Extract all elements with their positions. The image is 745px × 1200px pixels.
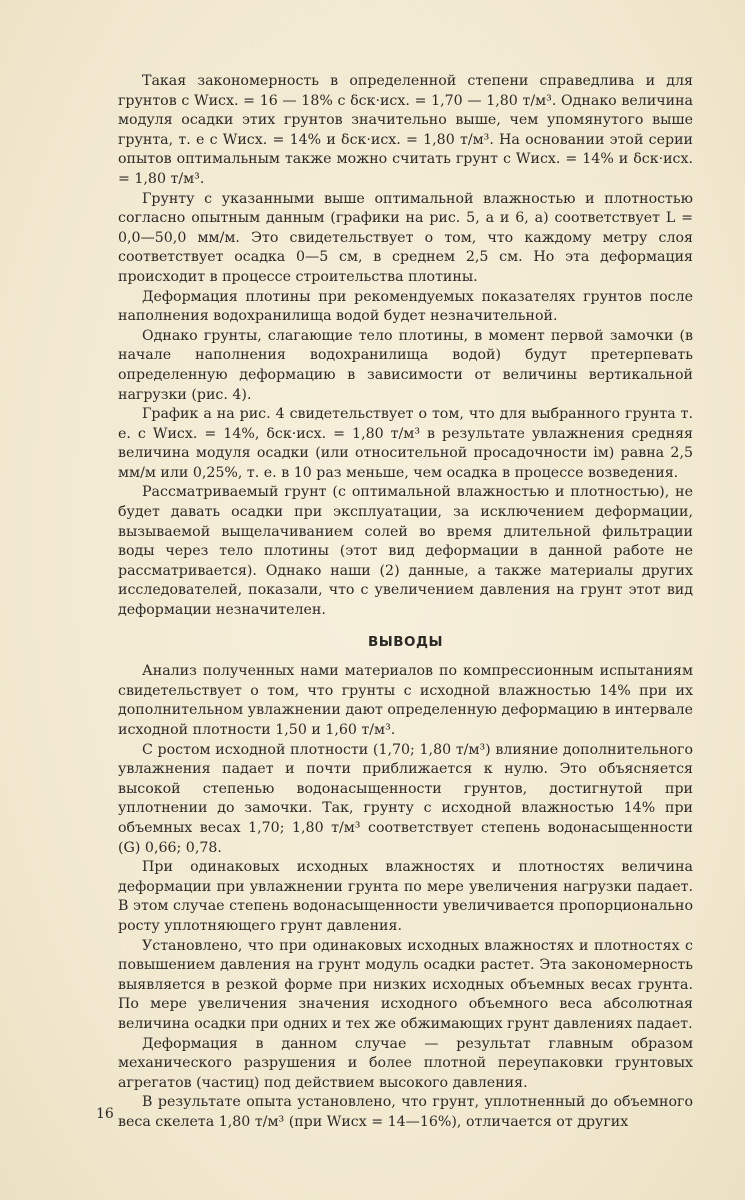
page-number: 16 (96, 1106, 114, 1122)
paragraph: Установлено, что при одинаковых исходных влажностях и плотностях с повышением давления на грунт модуль осадки растет. Эта закономерность выявляется в резкой форме при низких исходных объемных весах грунта. По мере увеличения значения исходного объемного веса абсолютная величина осадки при одних и тех же обжимающих грунт давлениях падает. (118, 937, 693, 1032)
paragraph: Рассматриваемый грунт (с оптимальной влажностью и плотностью), не будет давать осадки при эксплуатации, за исключением деформации, вызываемой выщелачиванием солей во время длительной фильтрации воды через тело плотины (этот вид деформации в данной работе не рассматривается). Однако наши (2) данные, а также материалы других исследователей, показали, что с увеличением давления на грунт этот вид деформации незначителен. (118, 484, 693, 619)
section-heading: ВЫВОДЫ (367, 633, 444, 650)
paragraph: График а на рис. 4 свидетельствует о том, что для выбранного грунта т. е. с Wисх. = 14%, δск·исх. = 1,80 т/м³ в результате увлажнения средняя величина модуля осадки (или относительной просадочности iм) равна 2,5 мм/м или 0,25%, т. е. в 10 раз меньше, чем осадка в процессе возведения. (118, 406, 693, 481)
body-text (118, 72, 693, 1132)
paragraph: Деформация в данном случае — результат главным образом механического разрушения и более плотной переупаковки грунтовых агрегатов (частиц) под действием высокого давления. (118, 1035, 693, 1091)
paragraph: Грунту с указанными выше оптимальной влажностью и плотностью согласно опытным данным (графики на рис. 5, а и 6, а) соответствует L = 0,0—50,0 мм/м. Это свидетельствует о том, что каждому метру слоя соответствует осадка 0—5 см, в среднем 2,5 см. Но эта деформация происходит в процессе строительства плотины. (118, 190, 693, 285)
paragraph: С ростом исходной плотности (1,70; 1,80 т/м³) влияние дополнительного увлажнения падает и почти приближается к нулю. Это объясняется высокой степенью водонасыщенности грунтов, достигнутой при уплотнении до замочки. Так, грунту с исходной влажностью 14% при объемных весах 1,70; 1,80 т/м³ соответствует степень водонасыщенности (G) 0,66; 0,78. (118, 741, 693, 856)
paragraph: Такая закономерность в определенной степени справедлива и для грунтов с Wисх. = 16 — 18% с δск·исх. = 1,70 — 1,80 т/м³. Однако величина модуля осадки этих грунтов значительно выше, чем упомянутого выше грунта, т. е с Wисх. = 14% и δск·исх. = 1,80 т/м³. На основании этой серии опытов оптимальным также можно считать грунт с Wисх. = 14% и δск·исх. = 1,80 т/м³. (118, 73, 693, 187)
paragraph: Деформация плотины при рекомендуемых показателях грунтов после наполнения водохранилища водой будет незначительной. (118, 288, 693, 325)
paragraph: Анализ полученных нами материалов по компрессионным испытаниям свидетельствует о том, что грунты с исходной влажностью 14% при их дополнительном увлажнении дают определенную деформацию в интервале исходной плотности 1,50 и 1,60 т/м³. (118, 663, 693, 738)
paragraph: При одинаковых исходных влажностях и плотностях величина деформации при увлажнении грунта по мере увеличения нагрузки падает. В этом случае степень водонасыщенности увеличивается пропорционально росту уплотняющего грунт давления. (118, 859, 693, 934)
paragraph: Однако грунты, слагающие тело плотины, в момент первой замочки (в начале наполнения водохранилища водой) будут претерпевать определенную деформацию в зависимости от величины вертикальной нагрузки (рис. 4). (118, 327, 693, 403)
paragraph: В результате опыта установлено, что грунт, уплотненный до объемного веса скелета 1,80 т/м³ (при Wисх = 14—16%), отличается от других (118, 1094, 693, 1130)
